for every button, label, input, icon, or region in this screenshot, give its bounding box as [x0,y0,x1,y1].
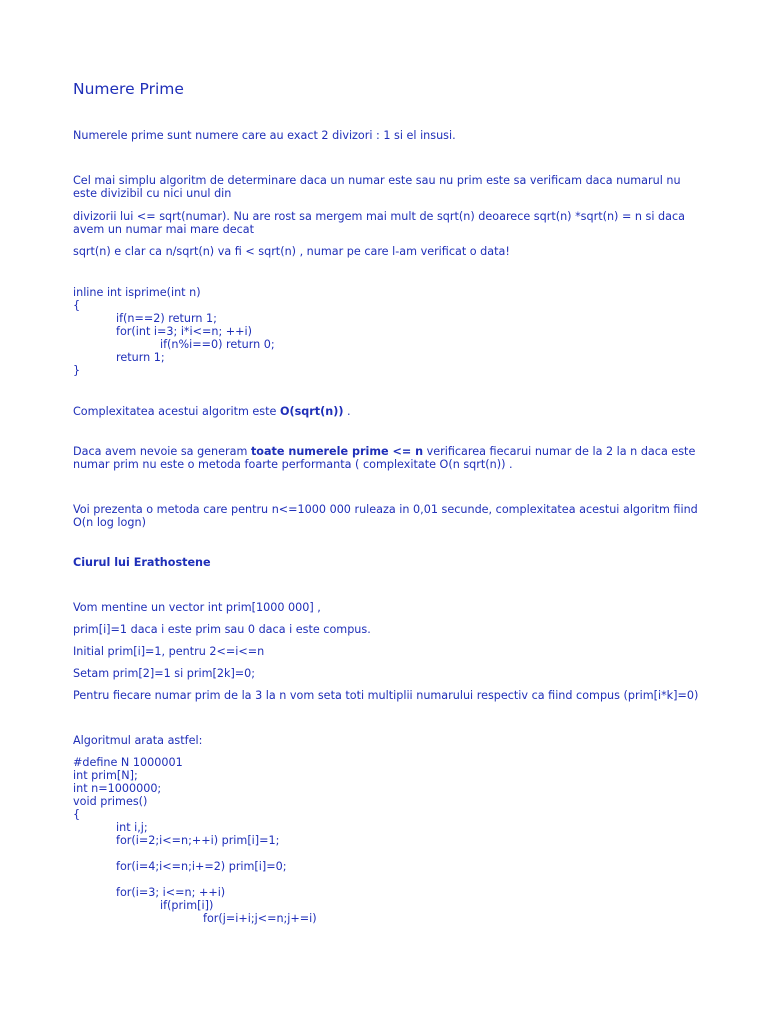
code-line-blank [73,847,317,860]
code-line: for(i=4;i<=n;i+=2) prim[i]=0; [116,860,287,873]
paragraph-initial: Initial prim[i]=1, pentru 2<=i<=n [73,645,265,658]
paragraph-generate-all [73,445,703,471]
paragraph-set: Setam prim[2]=1 si prim[2k]=0; [73,667,256,680]
paragraph-complexity [73,405,703,418]
code-block-sieve [73,756,317,925]
complexity-end: . [343,405,351,418]
code-line: #define N 1000001 [73,756,183,769]
paragraph-vector: Vom mentine un vector int prim[1000 000] , [73,601,321,614]
code-line: int prim[N]; [73,769,138,782]
complexity-bold: O(sqrt(n)) [279,405,344,418]
section-heading-sieve: Ciurul lui Erathostene [73,556,211,569]
paragraph-algorithm-intro: Algoritmul arata astfel: [73,734,203,747]
code-line: if(prim[i]) [160,899,214,912]
paragraph-divisors: divizorii lui <= sqrt(numar). Nu are rost sa mergem mai mult de sqrt(n) deoarece sqrt(n) *sqrt(n) = n si daca avem un numar mai mare decat [73,210,685,236]
code-line: int n=1000000; [73,782,162,795]
code-line-blank [73,873,317,886]
code-line: { [73,808,81,821]
generate-text-end: verificarea fiecarui numar de la 2 la n daca este numar prim nu este o metoda foarte performanta ( complexitate O(n sqrt(n)) . [73,445,696,471]
document-title: Numere Prime [73,80,184,98]
paragraph-definition: Numerele prime sunt numere care au exact 2 divizori : 1 si el insusi. [73,129,456,142]
code-line: void primes() [73,795,148,808]
paragraph-simple-algorithm: Cel mai simplu algoritm de determinare daca un numar este sau nu prim este sa verificam daca numarul nu este divizibil cu nici unul din [73,174,681,200]
code-line: if(n==2) return 1; [116,312,217,325]
code-line: { [73,299,81,312]
code-line: int i,j; [116,821,148,834]
code-line: for(i=3; i<=n; ++i) [116,886,226,899]
paragraph-prim-def: prim[i]=1 daca i este prim sau 0 daca i este compus. [73,623,371,636]
paragraph-sqrt: sqrt(n) e clar ca n/sqrt(n) va fi < sqrt(n) , numar pe care l-am verificat o data! [73,245,510,258]
paragraph-multiples: Pentru fiecare numar prim de la 3 la n vom seta toti multiplii numarului respectiv ca fiind compus (prim[i*k]=0) [73,689,699,702]
code-block-isprime [73,286,275,377]
code-line: for(j=i+i;j<=n;j+=i) [203,912,317,925]
complexity-text: Complexitatea acestui algoritm este [73,405,280,418]
generate-bold: toate numerele prime <= n [250,445,424,458]
code-line: inline int isprime(int n) [73,286,201,299]
code-line: for(i=2;i<=n;++i) prim[i]=1; [116,834,280,847]
code-line: } [73,364,81,377]
generate-text: Daca avem nevoie sa generam [73,445,251,458]
code-line: if(n%i==0) return 0; [160,338,275,351]
code-line: return 1; [116,351,165,364]
code-line: for(int i=3; i*i<=n; ++i) [116,325,253,338]
paragraph-method: Voi prezenta o metoda care pentru n<=1000 000 ruleaza in 0,01 secunde, complexitatea acestui algoritm fiind O(n log logn) [73,503,698,529]
